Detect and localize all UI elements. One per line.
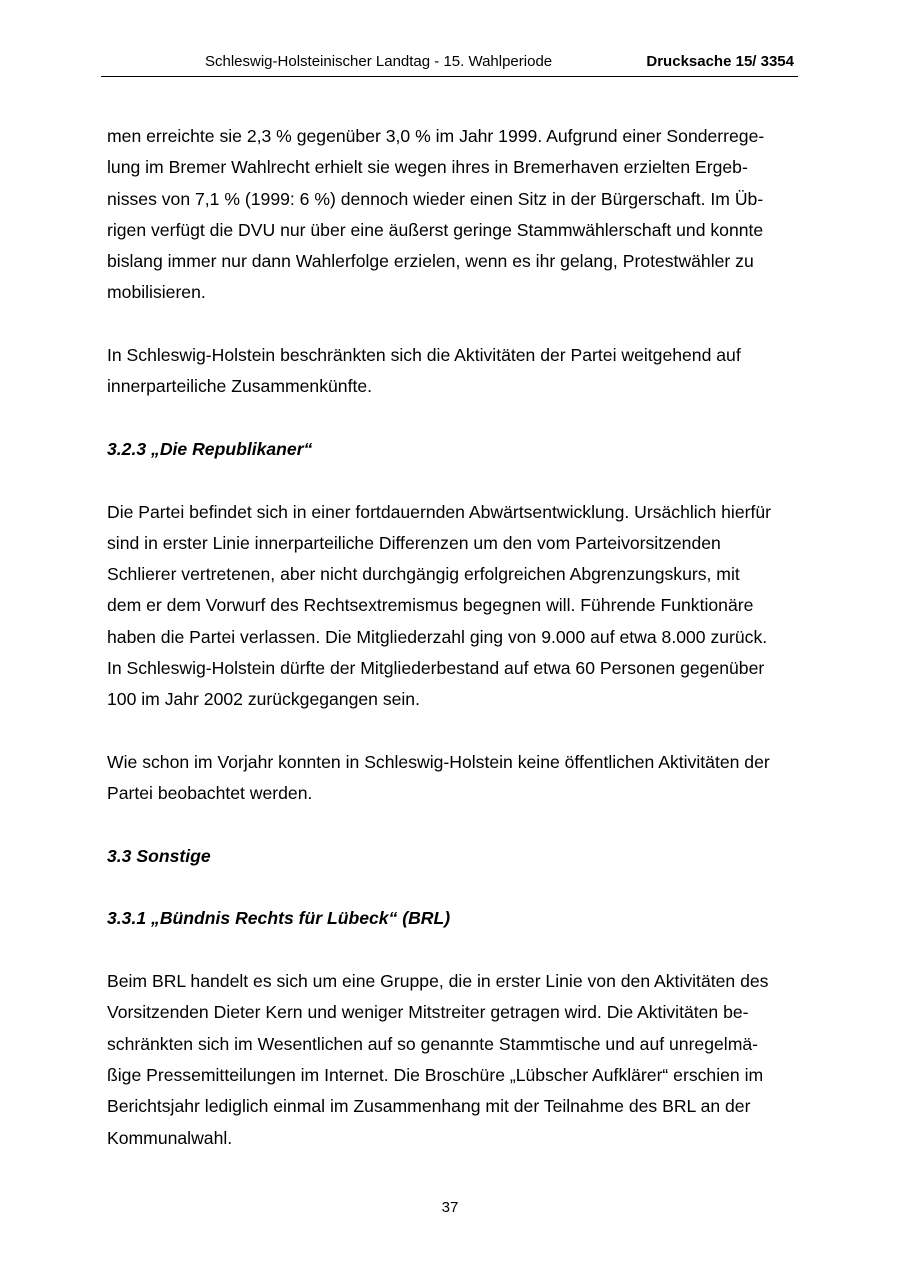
paragraph-dvu-sh (107, 340, 797, 403)
text-line: innerparteiliche Zusammenkünfte. (107, 376, 373, 397)
text-line: rigen verfügt die DVU nur über eine äußerst geringe Stammwählerschaft und konnte (107, 219, 764, 240)
text-line: In Schleswig-Holstein beschränkten sich die Aktivitäten der Partei weitgehend auf (107, 345, 741, 366)
text-line: Partei beobachtet werden. (107, 783, 313, 804)
text-line: bislang immer nur dann Wahlerfolge erzielen, wenn es ihr gelang, Protestwähler zu (107, 251, 754, 272)
text-line: sind in erster Linie innerparteiliche Differenzen um den vom Parteivorsitzenden (107, 532, 721, 553)
text-line: Kommunalwahl. (107, 1127, 233, 1148)
text-line: lung im Bremer Wahlrecht erhielt sie wegen ihres in Bremerhaven erzielten Ergeb- (107, 157, 748, 178)
text-line: dem er dem Vorwurf des Rechtsextremismus begegnen will. Führende Funktionäre (107, 595, 754, 616)
paragraph-brl (107, 966, 797, 1154)
text-line: Schlierer vertretenen, aber nicht durchgängig erfolgreichen Abgrenzungskurs, mit (107, 564, 740, 585)
text-line: Die Partei befindet sich in einer fortdauernden Abwärtsentwicklung. Ursächlich hierfür (107, 501, 772, 522)
text-line: 100 im Jahr 2002 zurückgegangen sein. (107, 689, 420, 710)
text-line: In Schleswig-Holstein dürfte der Mitgliederbestand auf etwa 60 Personen gegenüber (107, 658, 765, 679)
text-line: ßige Pressemitteilungen im Internet. Die Broschüre „Lübscher Aufklärer“ erschien im (107, 1064, 764, 1085)
paragraph-republikaner-trend (107, 497, 797, 716)
text-line: Wie schon im Vorjahr konnten in Schleswig-Holstein keine öffentlichen Aktivitäten der (107, 751, 770, 772)
text-line: haben die Partei verlassen. Die Mitgliederzahl ging von 9.000 auf etwa 8.000 zurück. (107, 626, 768, 647)
page-number: 37 (441, 1199, 459, 1216)
paragraph-republikaner-sh (107, 747, 797, 810)
section-heading-sonstige: 3.3 Sonstige (107, 845, 211, 866)
document-body (107, 121, 797, 1185)
section-heading-brl: 3.3.1 „Bündnis Rechts für Lübeck“ (BRL) (107, 908, 451, 929)
paragraph-dvu-results (107, 121, 797, 309)
text-line: Berichtsjahr lediglich einmal im Zusammenhang mit der Teilnahme des BRL an der (107, 1096, 751, 1117)
header-title: Schleswig-Holsteinischer Landtag - 15. Wahlperiode (205, 53, 553, 70)
text-line: Vorsitzenden Dieter Kern und weniger Mitstreiter getragen wird. Die Aktivitäten be- (107, 1002, 749, 1023)
section-heading-republikaner: 3.2.3 „Die Republikaner“ (107, 438, 313, 459)
document-number: Drucksache 15/ 3354 (646, 53, 794, 70)
text-line: schränkten sich im Wesentlichen auf so genannte Stammtische und auf unregelmä- (107, 1033, 758, 1054)
page-header (101, 52, 798, 77)
text-line: men erreichte sie 2,3 % gegenüber 3,0 % im Jahr 1999. Aufgrund einer Sonderrege- (107, 126, 765, 146)
text-line: nisses von 7,1 % (1999: 6 %) dennoch wieder einen Sitz in der Bürgerschaft. Im Üb- (107, 188, 764, 209)
text-line: mobilisieren. (107, 282, 206, 303)
text-line: Beim BRL handelt es sich um eine Gruppe, die in erster Linie von den Aktivitäten des (107, 971, 769, 992)
